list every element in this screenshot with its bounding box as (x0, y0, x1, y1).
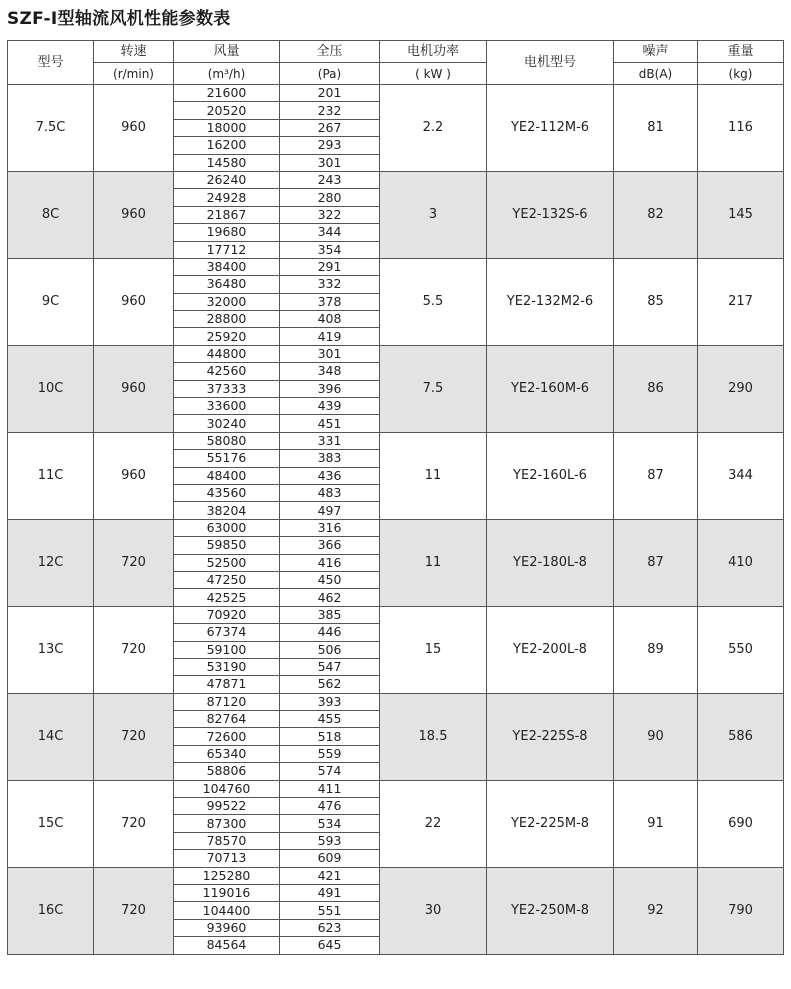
airflow-cell: 20520 (174, 102, 280, 119)
airflow-cell: 32000 (174, 293, 280, 310)
model-cell: 15C (8, 780, 94, 867)
pressure-cell: 383 (280, 450, 380, 467)
unit-airflow: (m³/h) (174, 63, 280, 85)
pressure-cell: 408 (280, 311, 380, 328)
pressure-cell: 491 (280, 884, 380, 901)
weight-cell: 290 (698, 345, 784, 432)
pressure-cell: 280 (280, 189, 380, 206)
airflow-cell: 30240 (174, 415, 280, 432)
airflow-cell: 58080 (174, 432, 280, 449)
pressure-cell: 291 (280, 258, 380, 275)
power-cell: 15 (380, 606, 487, 693)
airflow-cell: 67374 (174, 624, 280, 641)
airflow-cell: 78570 (174, 832, 280, 849)
pressure-cell: 462 (280, 589, 380, 606)
airflow-cell: 44800 (174, 345, 280, 362)
header-power: 电机功率 (380, 41, 487, 63)
airflow-cell: 28800 (174, 311, 280, 328)
pressure-cell: 232 (280, 102, 380, 119)
pressure-cell: 331 (280, 432, 380, 449)
noise-cell: 85 (614, 258, 698, 345)
motor-cell: YE2-225M-8 (487, 780, 614, 867)
model-cell: 14C (8, 693, 94, 780)
airflow-cell: 47871 (174, 676, 280, 693)
table-row (8, 606, 784, 623)
unit-noise: dB(A) (614, 63, 698, 85)
model-cell: 10C (8, 345, 94, 432)
pressure-cell: 645 (280, 937, 380, 954)
weight-cell: 586 (698, 693, 784, 780)
model-cell: 13C (8, 606, 94, 693)
speed-cell: 720 (94, 693, 174, 780)
airflow-cell: 21867 (174, 206, 280, 223)
pressure-cell: 416 (280, 554, 380, 571)
header-speed: 转速 (94, 41, 174, 63)
airflow-cell: 70713 (174, 850, 280, 867)
model-cell: 7.5C (8, 85, 94, 172)
model-cell: 8C (8, 171, 94, 258)
pressure-cell: 574 (280, 763, 380, 780)
airflow-cell: 19680 (174, 224, 280, 241)
pressure-cell: 551 (280, 902, 380, 919)
airflow-cell: 43560 (174, 484, 280, 501)
table-row (8, 171, 784, 188)
airflow-cell: 82764 (174, 711, 280, 728)
airflow-cell: 125280 (174, 867, 280, 884)
noise-cell: 89 (614, 606, 698, 693)
noise-cell: 91 (614, 780, 698, 867)
pressure-cell: 518 (280, 728, 380, 745)
airflow-cell: 18000 (174, 119, 280, 136)
airflow-cell: 58806 (174, 763, 280, 780)
airflow-cell: 42525 (174, 589, 280, 606)
weight-cell: 145 (698, 171, 784, 258)
airflow-cell: 36480 (174, 276, 280, 293)
motor-cell: YE2-132M2-6 (487, 258, 614, 345)
airflow-cell: 24928 (174, 189, 280, 206)
motor-cell: YE2-160L-6 (487, 432, 614, 519)
pressure-cell: 559 (280, 745, 380, 762)
power-cell: 3 (380, 171, 487, 258)
pressure-cell: 243 (280, 171, 380, 188)
airflow-cell: 33600 (174, 398, 280, 415)
header-model: 型号 (8, 41, 94, 85)
airflow-cell: 48400 (174, 467, 280, 484)
pressure-cell: 385 (280, 606, 380, 623)
airflow-cell: 104760 (174, 780, 280, 797)
pressure-cell: 301 (280, 154, 380, 171)
pressure-cell: 547 (280, 658, 380, 675)
pressure-cell: 201 (280, 85, 380, 102)
airflow-cell: 87300 (174, 815, 280, 832)
speed-cell: 720 (94, 606, 174, 693)
table-row (8, 432, 784, 449)
airflow-cell: 59100 (174, 641, 280, 658)
pressure-cell: 623 (280, 919, 380, 936)
pressure-cell: 421 (280, 867, 380, 884)
header-pressure: 全压 (280, 41, 380, 63)
airflow-cell: 47250 (174, 571, 280, 588)
weight-cell: 116 (698, 85, 784, 172)
pressure-cell: 562 (280, 676, 380, 693)
airflow-cell: 84564 (174, 937, 280, 954)
pressure-cell: 316 (280, 519, 380, 536)
speed-cell: 720 (94, 780, 174, 867)
header-row (8, 41, 784, 63)
airflow-cell: 21600 (174, 85, 280, 102)
speed-cell: 960 (94, 171, 174, 258)
header-motor: 电机型号 (487, 41, 614, 85)
noise-cell: 90 (614, 693, 698, 780)
airflow-cell: 93960 (174, 919, 280, 936)
pressure-cell: 439 (280, 398, 380, 415)
power-cell: 7.5 (380, 345, 487, 432)
model-cell: 11C (8, 432, 94, 519)
motor-cell: YE2-112M-6 (487, 85, 614, 172)
airflow-cell: 70920 (174, 606, 280, 623)
speed-cell: 720 (94, 519, 174, 606)
airflow-cell: 104400 (174, 902, 280, 919)
pressure-cell: 301 (280, 345, 380, 362)
noise-cell: 82 (614, 171, 698, 258)
pressure-cell: 293 (280, 137, 380, 154)
pressure-cell: 348 (280, 363, 380, 380)
noise-cell: 81 (614, 85, 698, 172)
pressure-cell: 451 (280, 415, 380, 432)
noise-cell: 87 (614, 519, 698, 606)
table-body (8, 85, 784, 955)
speed-cell: 960 (94, 432, 174, 519)
table-row (8, 345, 784, 362)
noise-cell: 87 (614, 432, 698, 519)
power-cell: 11 (380, 432, 487, 519)
motor-cell: YE2-180L-8 (487, 519, 614, 606)
power-cell: 11 (380, 519, 487, 606)
pressure-cell: 396 (280, 380, 380, 397)
page-title: SZF-I型轴流风机性能参数表 (7, 9, 231, 29)
airflow-cell: 87120 (174, 693, 280, 710)
airflow-cell: 59850 (174, 537, 280, 554)
airflow-cell: 65340 (174, 745, 280, 762)
table-row (8, 693, 784, 710)
table-row (8, 780, 784, 797)
pressure-cell: 344 (280, 224, 380, 241)
power-cell: 18.5 (380, 693, 487, 780)
airflow-cell: 72600 (174, 728, 280, 745)
airflow-cell: 37333 (174, 380, 280, 397)
unit-speed: (r/min) (94, 63, 174, 85)
airflow-cell: 42560 (174, 363, 280, 380)
table-row (8, 519, 784, 536)
header-noise: 噪声 (614, 41, 698, 63)
pressure-cell: 476 (280, 798, 380, 815)
unit-weight: (kg) (698, 63, 784, 85)
pressure-cell: 609 (280, 850, 380, 867)
table-row (8, 85, 784, 102)
motor-cell: YE2-132S-6 (487, 171, 614, 258)
pressure-cell: 267 (280, 119, 380, 136)
airflow-cell: 119016 (174, 884, 280, 901)
pressure-cell: 378 (280, 293, 380, 310)
airflow-cell: 26240 (174, 171, 280, 188)
power-cell: 2.2 (380, 85, 487, 172)
table-row (8, 258, 784, 275)
pressure-cell: 446 (280, 624, 380, 641)
airflow-cell: 53190 (174, 658, 280, 675)
unit-pressure: (Pa) (280, 63, 380, 85)
airflow-cell: 55176 (174, 450, 280, 467)
power-cell: 22 (380, 780, 487, 867)
motor-cell: YE2-250M-8 (487, 867, 614, 954)
airflow-cell: 38204 (174, 502, 280, 519)
weight-cell: 344 (698, 432, 784, 519)
pressure-cell: 450 (280, 571, 380, 588)
noise-cell: 86 (614, 345, 698, 432)
pressure-cell: 593 (280, 832, 380, 849)
speed-cell: 960 (94, 345, 174, 432)
airflow-cell: 25920 (174, 328, 280, 345)
model-cell: 16C (8, 867, 94, 954)
airflow-cell: 16200 (174, 137, 280, 154)
pressure-cell: 436 (280, 467, 380, 484)
speed-cell: 960 (94, 85, 174, 172)
pressure-cell: 393 (280, 693, 380, 710)
weight-cell: 217 (698, 258, 784, 345)
pressure-cell: 332 (280, 276, 380, 293)
pressure-cell: 455 (280, 711, 380, 728)
pressure-cell: 497 (280, 502, 380, 519)
motor-cell: YE2-225S-8 (487, 693, 614, 780)
speed-cell: 720 (94, 867, 174, 954)
motor-cell: YE2-200L-8 (487, 606, 614, 693)
header-weight: 重量 (698, 41, 784, 63)
weight-cell: 690 (698, 780, 784, 867)
model-cell: 9C (8, 258, 94, 345)
pressure-cell: 419 (280, 328, 380, 345)
unit-power: ( kW ) (380, 63, 487, 85)
airflow-cell: 52500 (174, 554, 280, 571)
power-cell: 5.5 (380, 258, 487, 345)
motor-cell: YE2-160M-6 (487, 345, 614, 432)
weight-cell: 410 (698, 519, 784, 606)
airflow-cell: 17712 (174, 241, 280, 258)
airflow-cell: 14580 (174, 154, 280, 171)
power-cell: 30 (380, 867, 487, 954)
pressure-cell: 366 (280, 537, 380, 554)
airflow-cell: 63000 (174, 519, 280, 536)
pressure-cell: 322 (280, 206, 380, 223)
pressure-cell: 534 (280, 815, 380, 832)
airflow-cell: 99522 (174, 798, 280, 815)
model-cell: 12C (8, 519, 94, 606)
performance-table (7, 40, 784, 955)
pressure-cell: 411 (280, 780, 380, 797)
airflow-cell: 38400 (174, 258, 280, 275)
unit-row (8, 63, 784, 85)
pressure-cell: 506 (280, 641, 380, 658)
header-airflow: 风量 (174, 41, 280, 63)
speed-cell: 960 (94, 258, 174, 345)
pressure-cell: 483 (280, 484, 380, 501)
pressure-cell: 354 (280, 241, 380, 258)
table-row (8, 867, 784, 884)
weight-cell: 790 (698, 867, 784, 954)
weight-cell: 550 (698, 606, 784, 693)
noise-cell: 92 (614, 867, 698, 954)
